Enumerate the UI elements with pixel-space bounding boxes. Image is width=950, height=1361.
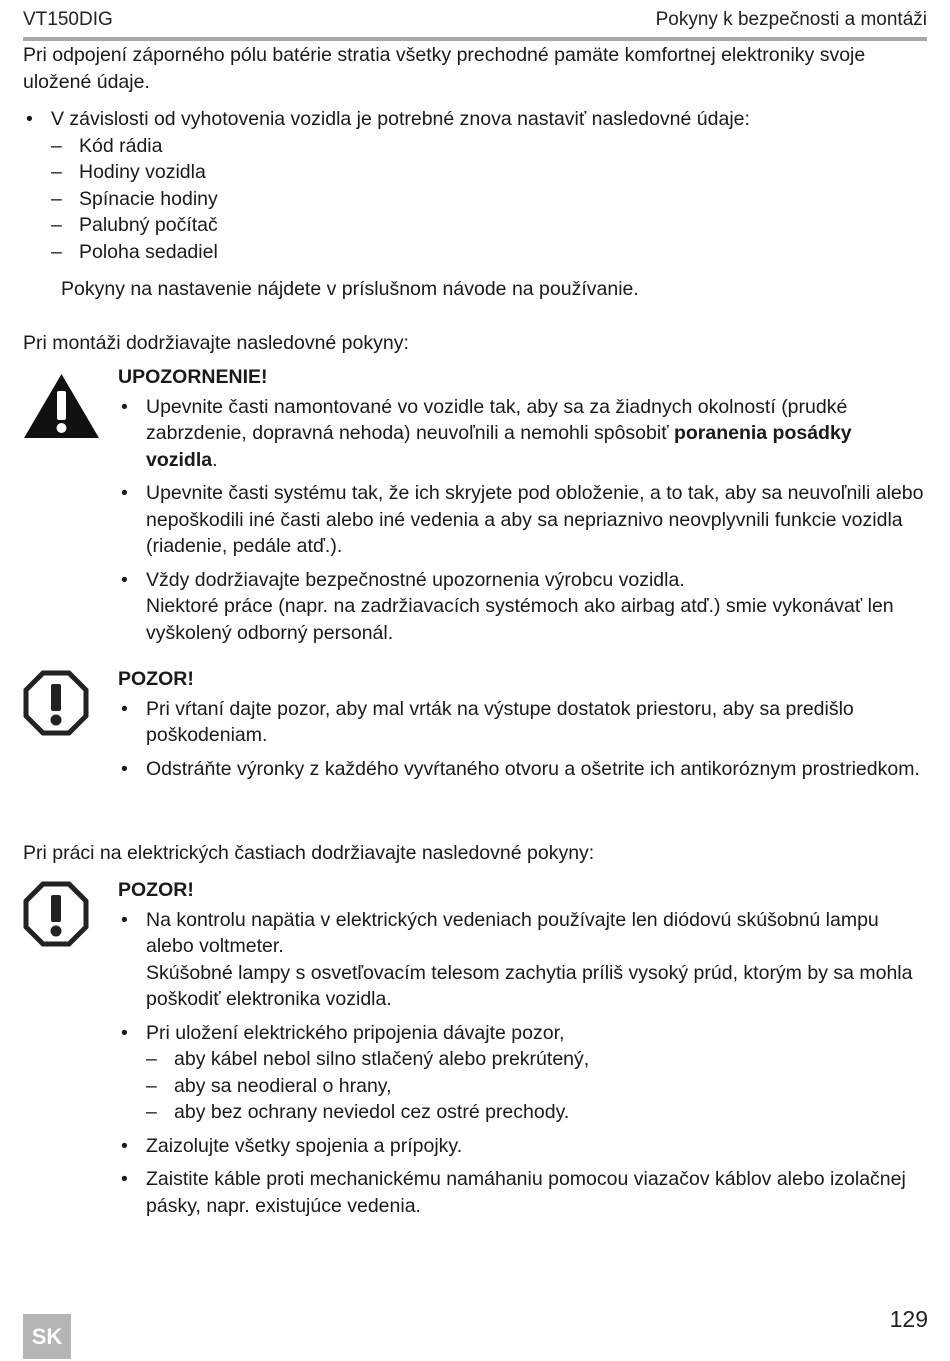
warning-section xyxy=(23,364,928,654)
caution-text: Na kontrolu napätia v elektrických vedeniach používajte len diódovú skúšobnú lampu alebo voltmeter. xyxy=(146,908,879,957)
bullet-glyph: • xyxy=(121,757,128,780)
reset-settings-block xyxy=(23,106,928,303)
list-item xyxy=(118,394,928,474)
list-item xyxy=(51,133,928,160)
warning-text: Upevnite časti systému tak, že ich skryjete pod obloženie, a to tak, aby sa neuvoľnili alebo nepoškodili iné časti alebo iné vedenia a aby sa nepriaznivo neovplyvnili funkcie vozidla (riadenie, pedále atď.). xyxy=(146,482,924,557)
dash-glyph: – xyxy=(146,1048,157,1070)
list-item xyxy=(118,1133,928,1160)
dash-glyph: – xyxy=(146,1074,157,1097)
reset-items xyxy=(51,133,928,266)
sub-item: aby bez ochrany neviedol cez ostré prechody. xyxy=(174,1101,570,1123)
bullet-glyph: • xyxy=(121,1021,128,1044)
caution-electrical-section xyxy=(23,877,928,1227)
dash-glyph: – xyxy=(51,187,62,210)
sub-item: aby kábel nebol silno stlačený alebo prekrútený, xyxy=(174,1048,590,1070)
list-item xyxy=(118,1166,928,1219)
warning-text: Niektoré práce (napr. na zadržiavacích systémoch ako airbag atď.) smie vykonávať len vyškolený odborný personál. xyxy=(146,595,894,644)
caution-body xyxy=(118,877,928,1219)
reset-item: Poloha sedadiel xyxy=(79,240,218,263)
page-number: 129 xyxy=(889,1306,928,1332)
reset-note: Pokyny na nastavenie nájdete v príslušnom návode na používanie. xyxy=(61,278,639,300)
bullet-glyph: • xyxy=(26,108,33,130)
warning-text: Vždy dodržiavajte bezpečnostné upozornenia výrobcu vozidla. xyxy=(146,568,685,591)
bullet-glyph: • xyxy=(121,908,128,931)
warning-title: UPOZORNENIE! xyxy=(118,366,268,388)
list-item xyxy=(23,106,928,265)
mounting-intro: Pri montáži dodržiavajte nasledovné pokyny: xyxy=(23,332,409,354)
caution-text: Zaizolujte všetky spojenia a prípojky. xyxy=(146,1134,463,1157)
language-badge: SK xyxy=(23,1314,71,1359)
caution-drilling-section xyxy=(23,666,928,816)
caution-octagon-icon xyxy=(23,881,89,947)
list-item xyxy=(118,1020,928,1126)
intro-paragraph: Pri odpojení záporného pólu batérie stratia všetky prechodné pamäte komfortnej elektroniky svoje uložené údaje. xyxy=(23,44,866,93)
list-item xyxy=(51,186,928,213)
list-item xyxy=(118,756,928,783)
warning-triangle-icon xyxy=(23,372,100,440)
caution-text: Skúšobné lampy s osvetľovacím telesom zachytia príliš vysoký prúd, ktorým by sa mohla poškodiť elektronika vozidla. xyxy=(146,961,913,1010)
bullet-glyph: • xyxy=(121,395,128,418)
header-divider xyxy=(23,37,927,41)
reset-item: Palubný počítač xyxy=(79,214,218,236)
list-item xyxy=(118,907,928,1013)
dash-glyph: – xyxy=(51,214,62,236)
warning-emphasis: poranenia posádky vozidla xyxy=(146,422,852,471)
list-item xyxy=(146,1046,928,1073)
reset-list-lead: V závislosti od vyhotovenia vozidla je potrebné znova nastaviť nasledovné údaje: xyxy=(51,108,750,130)
dash-glyph: – xyxy=(51,161,62,183)
caution-text: Zaistite káble proti mechanickému namáhaniu pomocou viazačov káblov alebo izolačnej pásky, napr. existujúce vedenia. xyxy=(146,1168,906,1217)
caution-text: Pri uložení elektrického pripojenia dávajte pozor, xyxy=(146,1021,565,1044)
caution-title: POZOR! xyxy=(118,668,194,690)
reset-item: Hodiny vozidla xyxy=(79,161,206,183)
list-item xyxy=(51,239,928,266)
bullet-glyph: • xyxy=(121,1168,128,1190)
bullet-glyph: • xyxy=(121,568,128,591)
list-item xyxy=(118,567,928,647)
dash-glyph: – xyxy=(146,1101,157,1123)
connection-rules xyxy=(146,1046,928,1126)
warning-text: Upevnite časti namontované vo vozidle tak, aby sa za žiadnych okolností (prudké zabrzdenie, dopravná nehoda) neuvoľnili a nemohli spôsobiť xyxy=(146,395,848,444)
bullet-glyph: • xyxy=(121,1134,128,1157)
list-item xyxy=(146,1099,928,1126)
section-title: Pokyny k bezpečnosti a montáži xyxy=(655,9,927,30)
product-code: VT150DIG xyxy=(23,9,113,30)
list-item xyxy=(146,1073,928,1100)
sub-item: aby sa neodieral o hrany, xyxy=(174,1074,392,1097)
dash-glyph: – xyxy=(51,240,62,263)
bullet-glyph: • xyxy=(121,697,128,720)
caution-title: POZOR! xyxy=(118,879,194,901)
list-item xyxy=(118,696,928,749)
reset-item: Spínacie hodiny xyxy=(79,187,218,210)
punctuation: . xyxy=(212,448,218,471)
list-item xyxy=(51,159,928,186)
caution-text: Pri vŕtaní dajte pozor, aby mal vrták na výstupe dostatok priestoru, aby sa predišlo poškodeniam. xyxy=(146,697,854,746)
list-item xyxy=(118,480,928,560)
warning-body xyxy=(118,364,928,646)
caution-octagon-icon xyxy=(23,670,89,736)
caution-body xyxy=(118,666,928,782)
page-header xyxy=(23,6,927,34)
bullet-glyph: • xyxy=(121,482,128,504)
dash-glyph: – xyxy=(51,134,62,157)
caution-text: Odstráňte výronky z každého vyvŕtaného otvoru a ošetrite ich antikoróznym prostriedkom. xyxy=(146,757,920,780)
electrical-intro: Pri práci na elektrických častiach dodržiavajte nasledovné pokyny: xyxy=(23,842,595,864)
reset-item: Kód rádia xyxy=(79,134,163,157)
list-item xyxy=(51,212,928,239)
